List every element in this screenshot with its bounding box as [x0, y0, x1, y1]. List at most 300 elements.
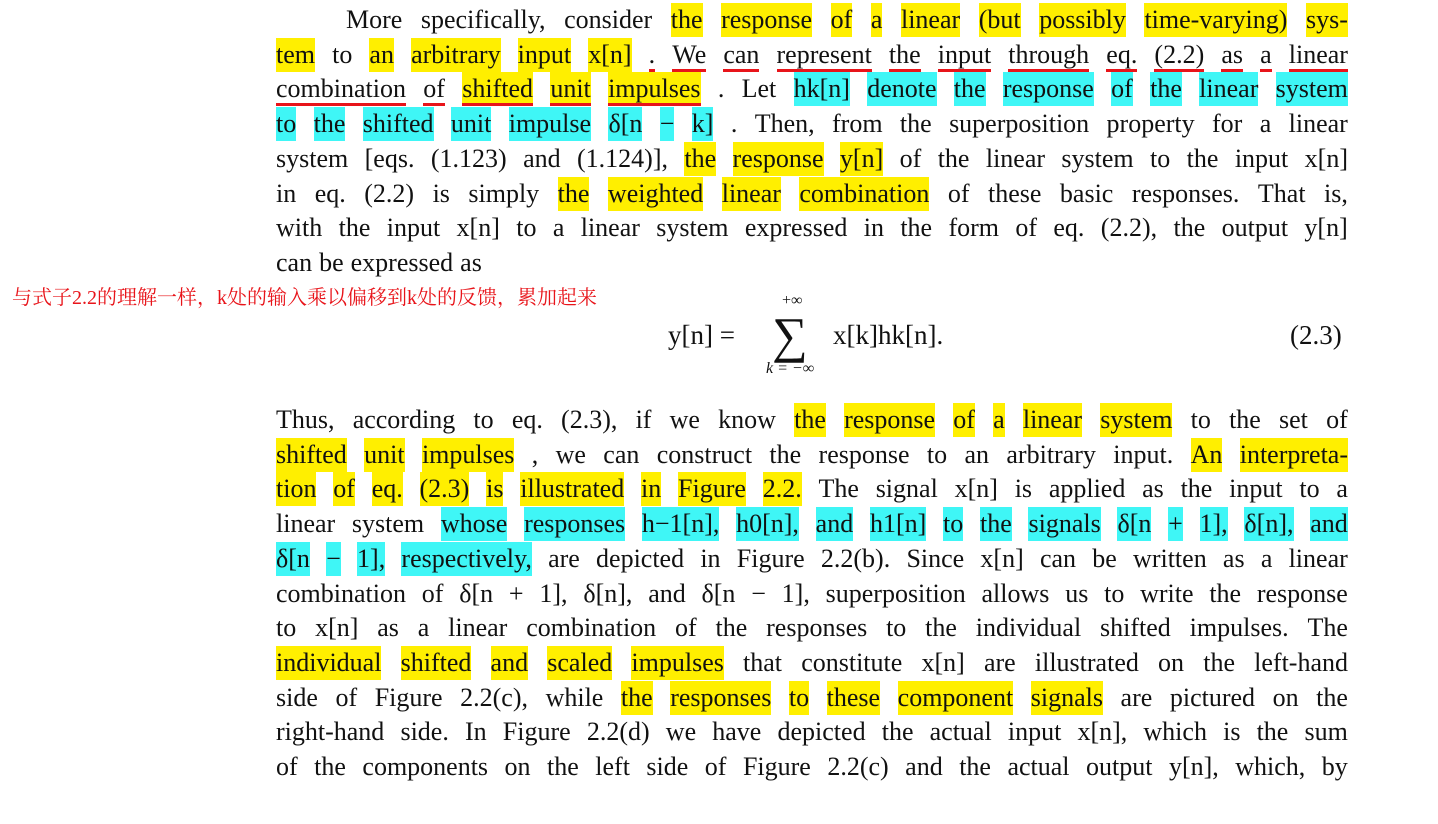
- text-word: property: [1106, 109, 1195, 139]
- text-word: the: [925, 613, 957, 643]
- text-word: y[n],: [1168, 752, 1219, 781]
- text-word: linear: [901, 3, 960, 37]
- text-word: 2.2(b).: [820, 543, 891, 573]
- text-word: δ[n],: [583, 578, 633, 608]
- paragraph2-line: [276, 472, 1348, 506]
- text-word: the: [671, 3, 703, 37]
- text-word: (2.3),: [561, 405, 618, 434]
- text-word: signals: [1028, 507, 1100, 541]
- text-word: construct: [656, 439, 753, 469]
- text-word: linear: [1199, 72, 1258, 106]
- text-word: signal: [875, 474, 938, 504]
- text-word: to: [276, 613, 297, 643]
- text-word: in: [276, 178, 297, 208]
- text-word: h−1[n],: [642, 507, 719, 541]
- text-word: 1],: [781, 578, 810, 608]
- text-word: 2.2(c): [827, 752, 889, 781]
- text-word: 2.2.: [763, 472, 802, 506]
- text-word: components: [362, 752, 489, 781]
- text-word: input: [1007, 717, 1062, 747]
- text-word: in: [700, 543, 721, 573]
- text-word: the: [1316, 682, 1348, 712]
- text-word: on: [504, 752, 531, 781]
- text-word: possibly: [1039, 3, 1126, 37]
- text-word: −: [326, 542, 341, 576]
- equation-lhs: y[n] =: [668, 320, 735, 350]
- text-word: superposition: [949, 109, 1090, 139]
- text-word: responses.: [1131, 178, 1240, 208]
- text-word: to: [789, 681, 809, 715]
- text-word: (2.2): [1154, 38, 1204, 72]
- text-word: x[n],: [1077, 717, 1128, 747]
- text-word: impulse: [509, 107, 591, 141]
- text-word: response: [844, 403, 935, 437]
- text-word: on: [1272, 682, 1299, 712]
- text-word: left: [595, 752, 630, 781]
- text-word: responses: [524, 507, 625, 541]
- text-word: actual: [929, 717, 992, 747]
- text-word: h0[n],: [736, 507, 799, 541]
- text-word: to: [943, 507, 963, 541]
- text-word: (1.124)],: [577, 143, 668, 173]
- text-word: of: [1326, 405, 1348, 434]
- text-word: the: [1150, 72, 1182, 106]
- text-word: have: [712, 717, 762, 747]
- text-word: In: [464, 717, 487, 747]
- text-word: of: [704, 752, 727, 781]
- text-word: the: [1173, 213, 1206, 243]
- text-word: right-hand: [276, 717, 385, 747]
- text-word: of: [333, 472, 355, 506]
- text-word: Thus,: [276, 405, 335, 434]
- text-word: unit: [364, 438, 404, 472]
- text-word: to: [926, 439, 948, 469]
- text-word: response: [1003, 72, 1094, 106]
- text-word: of: [421, 578, 444, 608]
- text-word: the: [684, 142, 716, 176]
- text-word: the: [769, 439, 802, 469]
- text-word: combination: [799, 177, 929, 211]
- text-word: system: [1061, 143, 1134, 173]
- text-word: the: [980, 507, 1012, 541]
- text-word: respectively,: [401, 542, 531, 576]
- text-word: to: [473, 405, 494, 434]
- text-word: are: [983, 647, 1016, 677]
- text-word: if: [635, 405, 652, 434]
- text-word: Figure: [678, 472, 746, 506]
- text-word: these: [827, 681, 880, 715]
- text-word: x[n]: [1304, 143, 1348, 173]
- text-word: x[n]: [921, 647, 965, 677]
- text-word: Let: [741, 74, 777, 104]
- text-word: unit: [550, 72, 590, 106]
- text-word: the: [889, 38, 921, 72]
- text-word: through: [1008, 38, 1089, 72]
- text-word: eq.: [1106, 38, 1137, 72]
- text-word: denote: [867, 72, 936, 106]
- text-word: δ[n: [701, 578, 736, 608]
- text-word: are: [1120, 682, 1153, 712]
- text-word: of: [953, 403, 975, 437]
- text-word: is,: [1324, 178, 1348, 208]
- paragraph1-line: [276, 38, 1348, 72]
- paragraph1-line: [346, 3, 1348, 37]
- text-word: +: [1168, 507, 1183, 541]
- text-word: the: [899, 109, 932, 139]
- text-word: eq.: [372, 472, 403, 506]
- paragraph1-line: [276, 246, 1348, 280]
- text-word: tem: [276, 38, 315, 72]
- text-word: in: [863, 213, 884, 243]
- text-word: system: [276, 143, 349, 173]
- text-word: We: [672, 38, 706, 72]
- sum-upper-limit: +∞: [782, 292, 803, 309]
- text-word: a: [993, 403, 1005, 437]
- text-word: the: [338, 213, 371, 243]
- text-word: That: [1257, 178, 1306, 208]
- text-word: shifted: [276, 438, 347, 472]
- text-word: system: [1276, 72, 1348, 106]
- text-word: we: [555, 439, 586, 469]
- text-word: side: [646, 752, 689, 781]
- text-word: δ[n],: [1244, 507, 1293, 541]
- text-word: side.: [400, 717, 449, 747]
- text-word: responses: [670, 681, 771, 715]
- text-word: linear: [1288, 109, 1348, 139]
- text-word: write: [1140, 578, 1194, 608]
- text-word: linear: [580, 213, 640, 243]
- text-word: can: [1039, 543, 1077, 573]
- text-word: these: [988, 178, 1042, 208]
- text-word: is: [1223, 717, 1241, 747]
- text-word: system: [656, 213, 729, 243]
- text-word: linear: [1023, 403, 1082, 437]
- text-word: actual: [1007, 752, 1070, 781]
- text-word: component: [898, 681, 1014, 715]
- text-word: An: [1191, 438, 1223, 472]
- text-word: linear: [1289, 38, 1348, 72]
- text-word: the: [954, 72, 986, 106]
- text-word: system: [1100, 403, 1172, 437]
- text-word: the: [959, 752, 991, 781]
- text-word: of: [335, 682, 358, 712]
- text-word: unit: [451, 107, 491, 141]
- text-word: a: [417, 613, 430, 643]
- text-word: of: [276, 752, 298, 781]
- text-word: of: [947, 178, 970, 208]
- text-word: shifted: [1100, 613, 1171, 643]
- text-word: and: [491, 646, 529, 680]
- text-word: of: [423, 72, 445, 106]
- paragraph1-line: [276, 107, 1348, 141]
- equation-rhs: x[k]hk[n].: [833, 320, 944, 350]
- text-word: as: [1222, 543, 1245, 573]
- text-word: specifically,: [420, 5, 546, 34]
- text-word: an: [369, 38, 394, 72]
- text-word: the: [794, 403, 826, 437]
- text-word: Figure: [736, 543, 805, 573]
- text-word: is: [432, 178, 450, 208]
- handwritten-annotation: 与式子2.2的理解一样，k处的输入乘以偏移到k处的反馈，累加起来: [12, 287, 597, 309]
- text-word: δ[n: [608, 107, 642, 141]
- text-word: the: [900, 213, 933, 243]
- text-word: know: [718, 405, 776, 434]
- text-word: is: [486, 472, 503, 506]
- paragraph1-line: [276, 177, 1348, 211]
- text-word: eq.: [511, 405, 543, 434]
- text-word: linear: [276, 509, 336, 539]
- text-word: as: [377, 613, 399, 643]
- text-word: the: [1229, 405, 1261, 434]
- text-word: the: [314, 107, 346, 141]
- text-word: More: [346, 5, 403, 34]
- text-word: constitute: [801, 647, 903, 677]
- text-word: time-varying): [1144, 3, 1287, 37]
- text-word: shifted: [401, 646, 472, 680]
- text-word: input: [1234, 143, 1289, 173]
- text-word: response: [1256, 578, 1348, 608]
- text-word: combination: [276, 578, 406, 608]
- paragraph2-line: [276, 681, 1348, 715]
- text-word: according: [352, 405, 456, 434]
- text-word: are: [548, 543, 580, 573]
- text-word: be: [319, 247, 344, 277]
- text-word: represent: [777, 38, 872, 72]
- text-word: (but: [979, 3, 1021, 37]
- text-word: depicted: [596, 543, 685, 573]
- text-word: The: [1307, 613, 1348, 643]
- text-word: expressed: [744, 213, 848, 243]
- text-word: a: [552, 213, 565, 243]
- text-word: while: [545, 682, 604, 712]
- text-word: by: [1321, 752, 1348, 781]
- text-word: h1[n]: [870, 507, 926, 541]
- text-word: in: [641, 472, 661, 506]
- text-word: pictured: [1169, 682, 1256, 712]
- text-word: 2.2(d): [586, 717, 650, 747]
- text-word: arbitrary: [1006, 439, 1096, 469]
- text-word: that: [743, 647, 783, 677]
- text-word: which: [1143, 717, 1207, 747]
- text-word: output: [1221, 213, 1289, 243]
- paragraph1-line: [276, 72, 1348, 106]
- text-word: whose: [441, 507, 507, 541]
- text-word: a: [1260, 543, 1273, 573]
- text-word: simply: [468, 178, 540, 208]
- text-word: [eqs.: [364, 143, 415, 173]
- text-word: linear: [448, 613, 508, 643]
- text-word: to: [1104, 578, 1125, 608]
- text-word: responses: [766, 613, 868, 643]
- text-word: y[n]: [840, 142, 883, 176]
- text-word: Figure: [502, 717, 571, 747]
- text-word: to: [276, 107, 296, 141]
- text-word: The: [818, 474, 859, 504]
- text-word: combination: [276, 72, 406, 106]
- text-word: the: [881, 717, 914, 747]
- text-word: set: [1279, 405, 1308, 434]
- text-word: the: [1209, 578, 1242, 608]
- text-word: (2.2): [364, 178, 415, 208]
- text-word: Then,: [754, 109, 815, 139]
- text-word: is: [1014, 474, 1033, 504]
- text-word: written: [1133, 543, 1207, 573]
- text-word: to: [516, 213, 537, 243]
- text-word: −: [751, 578, 766, 608]
- sum-lower-limit: k = −∞: [766, 360, 815, 377]
- text-word: individual: [276, 646, 381, 680]
- text-word: of: [1111, 72, 1133, 106]
- text-word: 2.2(c),: [460, 682, 528, 712]
- text-word: can: [603, 439, 640, 469]
- text-word: input: [1229, 474, 1283, 504]
- text-word: the: [1256, 717, 1289, 747]
- text-word: and: [905, 752, 943, 781]
- text-word: shifted: [363, 107, 434, 141]
- text-word: tion: [276, 472, 316, 506]
- text-word: to: [332, 39, 353, 69]
- text-word: a: [1336, 474, 1348, 504]
- text-word: and: [1310, 507, 1348, 541]
- text-word: left-hand: [1254, 647, 1348, 677]
- text-word: δ[n: [276, 542, 310, 576]
- text-word: and: [523, 143, 561, 173]
- text-word: shifted: [462, 72, 533, 106]
- text-word: an: [964, 439, 990, 469]
- text-word: .: [649, 38, 656, 72]
- text-word: sum: [1304, 717, 1348, 747]
- text-word: combination: [526, 613, 657, 643]
- paragraph2-line: [276, 611, 1348, 645]
- paragraph2-line: [276, 438, 1348, 472]
- text-word: of: [675, 613, 697, 643]
- text-word: to: [1190, 405, 1211, 434]
- text-word: illustrated: [520, 472, 624, 506]
- text-word: and: [648, 578, 686, 608]
- paragraph2-line: [276, 646, 1348, 680]
- text-word: to: [886, 613, 907, 643]
- text-word: the: [715, 613, 748, 643]
- text-word: Figure: [374, 682, 443, 712]
- text-word: the: [1203, 647, 1235, 677]
- text-word: the: [1186, 143, 1219, 173]
- text-word: response: [733, 142, 824, 176]
- text-word: from: [832, 109, 883, 139]
- text-word: impulses: [608, 72, 700, 106]
- text-word: eq.: [1053, 213, 1085, 243]
- text-word: Since: [906, 543, 965, 573]
- text-word: we: [665, 717, 697, 747]
- text-word: side: [276, 682, 318, 712]
- text-word: be: [1092, 543, 1117, 573]
- text-word: the: [547, 752, 579, 781]
- text-word: a: [1259, 109, 1272, 139]
- paragraph2-line: [276, 750, 1348, 784]
- text-word: linear: [722, 177, 781, 211]
- text-word: as: [460, 247, 482, 277]
- text-word: input.: [1113, 439, 1174, 469]
- text-word: input: [938, 38, 991, 72]
- text-word: +: [508, 578, 524, 608]
- paragraph1-line: [276, 142, 1348, 176]
- text-word: Figure: [742, 752, 811, 781]
- text-word: applied: [1048, 474, 1126, 504]
- text-word: arbitrary: [411, 38, 501, 72]
- text-word: the: [621, 681, 653, 715]
- text-word: individual: [975, 613, 1082, 643]
- text-word: to: [1150, 143, 1171, 173]
- text-word: response: [721, 3, 812, 37]
- text-word: x[n]: [456, 213, 500, 243]
- text-word: we: [669, 405, 700, 434]
- text-word: δ[n: [1117, 507, 1151, 541]
- text-word: input: [386, 213, 441, 243]
- text-word: expressed: [350, 247, 454, 277]
- text-word: input: [518, 38, 571, 72]
- text-word: for: [1212, 109, 1243, 139]
- text-word: (1.123): [430, 143, 507, 173]
- text-word: interpreta-: [1240, 438, 1348, 472]
- text-word: which,: [1235, 752, 1306, 781]
- text-word: impulses: [422, 438, 514, 472]
- text-word: weighted: [608, 177, 703, 211]
- text-word: impulses: [631, 646, 723, 680]
- paragraph2-line: [276, 715, 1348, 749]
- text-word: 1],: [539, 578, 568, 608]
- paragraph2-line: [276, 542, 1348, 576]
- text-word: scaled: [547, 646, 612, 680]
- text-word: linear: [1288, 543, 1348, 573]
- text-word: .: [730, 109, 738, 139]
- text-word: response: [818, 439, 910, 469]
- text-word: us: [1065, 578, 1089, 608]
- text-word: as: [1142, 474, 1164, 504]
- text-word: k]: [692, 107, 714, 141]
- text-word: superposition: [825, 578, 966, 608]
- text-word: y[n]: [1304, 213, 1348, 243]
- paragraph2-line: [276, 403, 1348, 437]
- text-word: 1],: [1200, 507, 1228, 541]
- text-word: consider: [564, 5, 653, 34]
- text-word: can: [276, 247, 313, 277]
- text-word: 1],: [357, 542, 385, 576]
- text-word: can: [723, 38, 759, 72]
- text-word: x[n]: [954, 474, 998, 504]
- text-word: the: [558, 177, 590, 211]
- text-word: −: [660, 107, 675, 141]
- text-word: a: [871, 3, 883, 37]
- text-word: form: [948, 213, 999, 243]
- text-word: system: [351, 509, 425, 539]
- text-word: of: [899, 143, 922, 173]
- text-word: of: [831, 3, 853, 37]
- text-word: x[n]: [315, 613, 359, 643]
- text-word: the: [1180, 474, 1213, 504]
- text-word: depicted: [777, 717, 866, 747]
- text-word: sys-: [1306, 3, 1348, 37]
- text-word: .: [717, 74, 725, 104]
- text-word: allows: [981, 578, 1050, 608]
- text-word: (2.2),: [1100, 213, 1158, 243]
- text-word: x[n]: [588, 38, 631, 72]
- text-word: ,: [531, 439, 539, 469]
- text-word: on: [1158, 647, 1185, 677]
- equation-number: (2.3): [1290, 320, 1342, 350]
- text-word: basic: [1059, 178, 1114, 208]
- text-word: as: [1221, 38, 1243, 72]
- text-word: illustrated: [1034, 647, 1139, 677]
- text-word: of: [1015, 213, 1038, 243]
